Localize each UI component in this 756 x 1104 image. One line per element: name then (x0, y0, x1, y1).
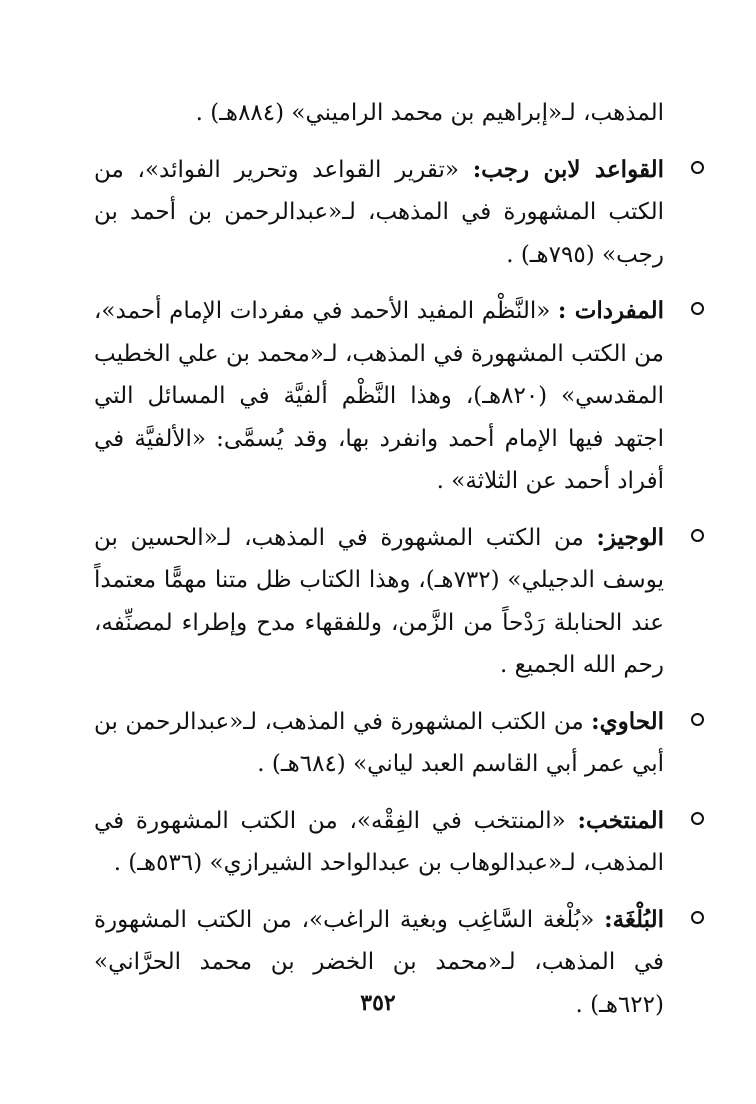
entry-term: الوجيز: (596, 523, 664, 551)
entry-muntakhab (94, 800, 664, 885)
entry-text: «المنتخب في الفِقْه»، من الكتب المشهورة في المذهب، لـ«عبدالوهاب بن عبدالواحد الشيرازي» (٥٣٦هـ) . (94, 807, 664, 876)
page-number: ٣٥٢ (360, 990, 396, 1016)
bullet-circle-icon (691, 302, 704, 315)
entry-text: «بُلْغة السَّاغِب وبغية الراغب»، من الكتب المشهورة في المذهب، لـ«محمد بن الخضر بن محمد الحرَّاني» (٦٢٢هـ) . (94, 906, 664, 1018)
entry-mufradat (94, 290, 664, 503)
entry-hawi (94, 701, 664, 786)
entry-text: «النَّظْم المفيد الأحمد في مفردات الإمام أحمد»، من الكتب المشهورة في المذهب، لـ«محمد بن علي الخطيب المقدسي» (٨٢٠هـ)، وهذا النَّظْم ألفيَّة في المسائل التي اجتهد فيها الإمام أحمد وانفرد بها، وقد يُسمَّى: «الألفيَّة في أفراد أحمد عن الثلاثة» . (94, 298, 664, 494)
entry-term: القواعد لابن رجب: (472, 155, 664, 183)
page-body (94, 92, 664, 1040)
entry-text: من الكتب المشهورة في المذهب، لـ«الحسين بن يوسف الدجيلي» (٧٣٢هـ)، وهذا الكتاب ظل متنا مهمًّا معتمداً عند الحنابلة رَدْحاً من الزَّمن، وللفقهاء مدح وإطراء لمصنِّفه، رحم الله الجميع . (94, 524, 664, 678)
bullet-circle-icon (691, 812, 704, 825)
bullet-circle-icon (691, 713, 704, 726)
entry-term: الحاوي: (591, 707, 664, 735)
entry-term: البُلْغَة: (604, 905, 664, 933)
entry-text: «تقرير القواعد وتحرير الفوائد»، من الكتب المشهورة في المذهب، لـ«عبدالرحمن بن أحمد بن رجب» (٧٩٥هـ) . (94, 156, 664, 268)
entry-wajiz (94, 517, 664, 687)
entry-term: المنتخب: (577, 806, 664, 834)
intro-line: المذهب، لـ«إبراهيم بن محمد الراميني» (٨٨٤هـ) . (195, 100, 664, 126)
entry-text: من الكتب المشهورة في المذهب، لـ«عبدالرحمن بن أبي عمر أبي القاسم العبد لياني» (٦٨٤هـ) . (94, 708, 664, 777)
entry-qawaid (94, 149, 664, 277)
bullet-circle-icon (691, 911, 704, 924)
bullet-circle-icon (691, 161, 704, 174)
entry-term: المفردات : (557, 297, 665, 324)
bullet-circle-icon (691, 529, 704, 542)
